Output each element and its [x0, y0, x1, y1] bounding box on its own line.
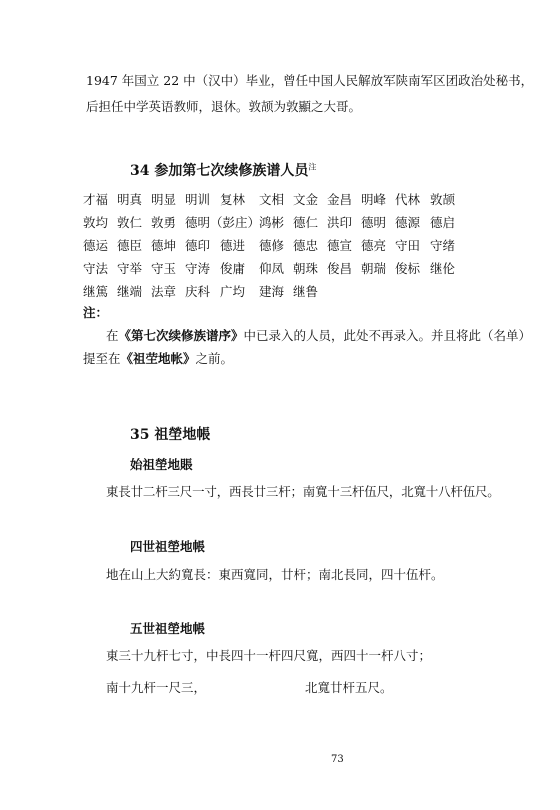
name-cell: 俊庸	[220, 261, 246, 276]
intro-line-1: 1947 年国立 22 中（汉中）毕业，曾任中国人民解放军陕南军区团政治处秘书，	[86, 73, 534, 88]
name-cell: 俊昌	[327, 261, 353, 276]
footnote-marker: 注	[308, 162, 317, 172]
name-cell: 建海	[259, 284, 285, 299]
name-cell: 仰凤	[259, 261, 285, 276]
name-cell: 广均	[220, 284, 246, 299]
note-text: 中已录入的人员，此处不再录入。并且将此（名单）	[243, 328, 532, 343]
name-cell: 敦仁	[117, 215, 143, 230]
name-cell: 德忠	[293, 238, 319, 253]
section-title: 祖塋地帳	[154, 427, 211, 443]
name-cell: 敦颉	[430, 192, 456, 207]
name-cell: 德明	[361, 215, 387, 230]
name-cell: 金昌	[327, 192, 353, 207]
note-book-title: 《祖茔地帐》	[120, 351, 196, 366]
name-cell: 明真	[117, 192, 143, 207]
name-cell: 守玉	[151, 261, 177, 276]
name-cell: 守涛	[185, 261, 211, 276]
name-cell: 才福	[83, 192, 109, 207]
name-cell: 朝珠	[293, 261, 319, 276]
section-34-heading	[130, 160, 316, 180]
name-cell: 明训	[185, 192, 211, 207]
name-cell: 继鲁	[293, 284, 319, 299]
name-cell: 庆科	[185, 284, 211, 299]
name-cell: 继伦	[430, 261, 456, 276]
name-cell: 德启	[430, 215, 456, 230]
name-cell: 鸿彬	[259, 215, 285, 230]
name-cell: 代林	[395, 192, 421, 207]
section-title: 参加第七次续修族谱人员	[154, 163, 309, 179]
name-cell: 德亮	[361, 238, 387, 253]
name-cell: 继篤	[83, 284, 109, 299]
name-cell: 朝瑞	[361, 261, 387, 276]
name-cell: 德源	[395, 215, 421, 230]
name-cell: 德仁	[293, 215, 319, 230]
note-text: 在	[106, 328, 119, 343]
entry-heading: 四世祖塋地帳	[130, 539, 206, 554]
name-cell: 继端	[117, 284, 143, 299]
entry-line: 東三十九杆七寸，中長四十一杆四尺寬，西四十一杆八寸；	[106, 648, 432, 663]
name-cell: 德坤	[151, 238, 177, 253]
name-cell: 敦勇	[151, 215, 177, 230]
entry-line-right: 北寬廿杆五尺。	[305, 680, 393, 695]
entry-line: 東長廿二杆三尺一寸，西長廿三杆；南寬十三杆伍尺，北寬十八杆伍尺。	[106, 484, 500, 499]
note-line-1	[106, 326, 531, 346]
name-cell: 复林	[220, 192, 246, 207]
name-cell: 文相	[259, 192, 285, 207]
name-cell: 德印	[185, 238, 211, 253]
page-number: 73	[331, 754, 344, 765]
name-cell: 德修	[259, 238, 285, 253]
entry-line: 地在山上大約寬長：東西寬同，廿杆；南北長同，四十伍杆。	[106, 567, 444, 582]
name-cell: 德明（彭庄）	[185, 215, 261, 230]
entry-heading: 五世祖塋地帳	[130, 621, 206, 636]
name-cell: 守绪	[430, 238, 456, 253]
note-line-2	[83, 349, 233, 369]
note-text: 提至在	[83, 351, 121, 366]
name-cell: 敦均	[83, 215, 109, 230]
name-cell: 德进	[220, 238, 246, 253]
note-book-title: 《第七次续修族谱序》	[118, 328, 244, 343]
section-35-heading	[130, 424, 210, 444]
name-cell: 明显	[151, 192, 177, 207]
intro-line-2: 后担任中学英语教师，退休。敦颉为敦顯之大哥。	[86, 99, 362, 114]
note-text: 之前。	[195, 351, 234, 366]
name-cell: 德臣	[117, 238, 143, 253]
name-cell: 德运	[83, 238, 109, 253]
name-cell: 守举	[117, 261, 143, 276]
name-cell: 明峰	[361, 192, 387, 207]
name-cell: 守法	[83, 261, 109, 276]
name-cell: 法章	[151, 284, 177, 299]
section-number: 34	[130, 163, 150, 179]
name-cell: 守田	[395, 238, 421, 253]
note-label: 注：	[83, 305, 109, 320]
entry-heading: 始祖塋地賬	[130, 457, 193, 472]
name-cell: 文金	[293, 192, 319, 207]
name-cell: 俊标	[395, 261, 421, 276]
name-cell: 洪印	[327, 215, 353, 230]
name-cell: 德宣	[327, 238, 353, 253]
section-number: 35	[130, 427, 150, 443]
entry-line-left: 南十九杆一尺三，	[106, 680, 207, 695]
